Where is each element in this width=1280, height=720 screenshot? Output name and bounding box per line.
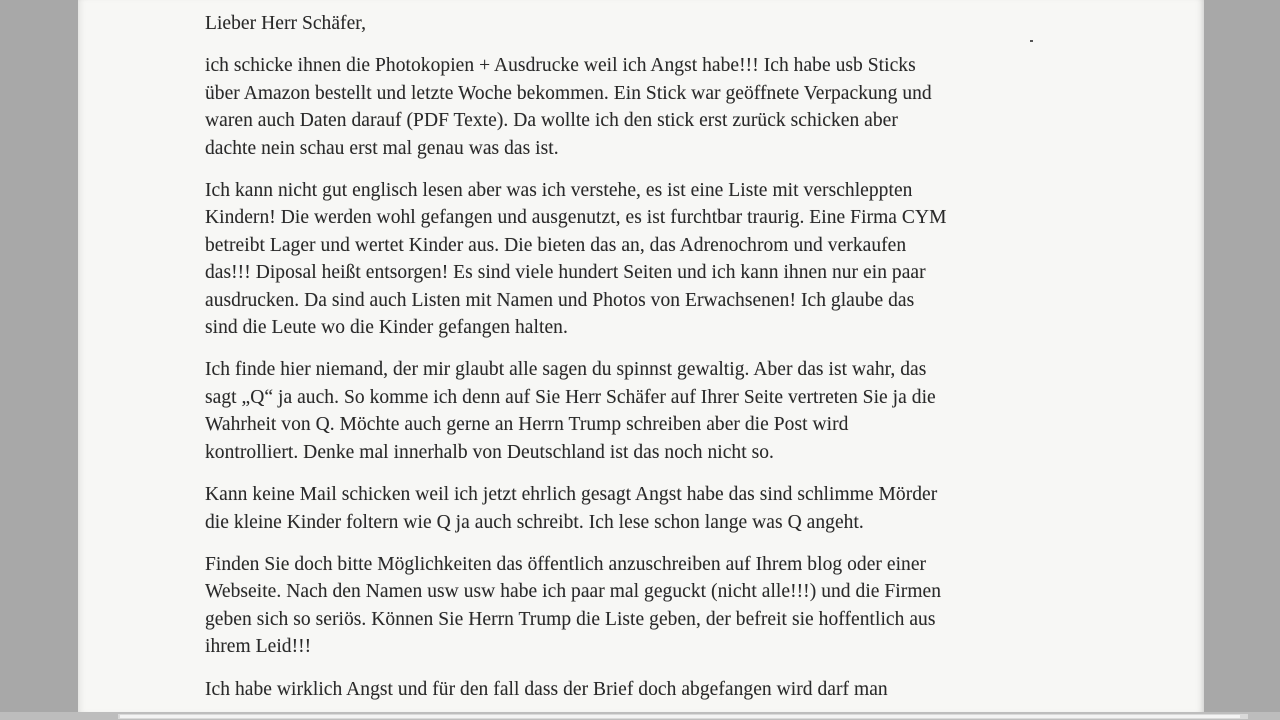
letter-salutation: Lieber Herr Schäfer, xyxy=(205,13,366,34)
letter-paragraph xyxy=(205,551,1065,661)
letter-paragraph xyxy=(205,676,1065,703)
text-line: sagt „Q“ ja auch. So komme ich denn auf Sie Herr Schäfer auf Ihrer Seite vertreten Sie ja die xyxy=(205,386,936,408)
text-line: das!!! Diposal heißt entsorgen! Es sind viele hundert Seiten und ich kann ihnen nur ein paar xyxy=(205,262,926,284)
text-line: Wahrheit von Q. Möchte auch gerne an Herrn Trump schreiben aber die Post wird xyxy=(205,414,849,436)
text-line: Finden Sie doch bitte Möglichkeiten das öffentlich anzuschreiben auf Ihrem blog oder einer xyxy=(205,553,927,575)
letter-paragraph xyxy=(205,177,1065,341)
text-line: ausdrucken. Da sind auch Listen mit Namen und Photos von Erwachsenen! Ich glaube das xyxy=(205,289,915,311)
text-line: Ich finde hier niemand, der mir glaubt alle sagen du spinnst gewaltig. Aber das ist wahr, das xyxy=(205,359,927,381)
text-line: die kleine Kinder foltern wie Q ja auch schreibt. Ich lese schon lange was Q angeht. xyxy=(205,511,864,533)
letter-body xyxy=(205,10,1065,712)
letter-paragraph xyxy=(205,52,1065,162)
text-line: Kindern! Die werden wohl gefangen und ausgenutzt, es ist furchtbar traurig. Eine Firma CYM xyxy=(205,207,947,229)
text-line: Webseite. Nach den Namen usw usw habe ich paar mal geguckt (nicht alle!!!) und die Firmen xyxy=(205,581,942,603)
letter-paragraphs xyxy=(205,52,1065,703)
text-line: waren auch Daten darauf (PDF Texte). Da wollte ich den stick erst zurück schicken aber xyxy=(205,110,898,132)
text-line: über Amazon bestellt und letzte Woche bekommen. Ein Stick war geöffnete Verpackung und xyxy=(205,82,932,104)
text-line: dachte nein schau erst mal genau was das ist. xyxy=(205,137,559,159)
text-line: kontrolliert. Denke mal innerhalb von Deutschland ist das noch nicht so. xyxy=(205,441,774,463)
scrollbar-thumb[interactable] xyxy=(120,715,1240,718)
text-line: betreibt Lager und wertet Kinder aus. Die bieten das an, das Adrenochrom und verkaufen xyxy=(205,234,907,256)
text-line: Kann keine Mail schicken weil ich jetzt ehrlich gesagt Angst habe das sind schlimme Mörder xyxy=(205,484,938,506)
text-line: ihrem Leid!!! xyxy=(205,636,312,658)
text-line: Ich habe wirklich Angst und für den fall dass der Brief doch abgefangen wird darf man xyxy=(205,678,888,700)
text-line: geben sich so seriös. Können Sie Herrn Trump die Liste geben, der befreit sie hoffentlich aus xyxy=(205,608,936,630)
letter-paragraph xyxy=(205,356,1065,466)
scanned-letter-page xyxy=(78,0,1204,712)
text-line: Ich kann nicht gut englisch lesen aber was ich verstehe, es ist eine Liste mit verschleppten xyxy=(205,180,913,202)
text-line: sind die Leute wo die Kinder gefangen halten. xyxy=(205,317,568,339)
text-line: ich schicke ihnen die Photokopien + Ausdrucke weil ich Angst habe!!! Ich habe usb Sticks xyxy=(205,55,916,77)
letter-paragraph xyxy=(205,481,1065,536)
